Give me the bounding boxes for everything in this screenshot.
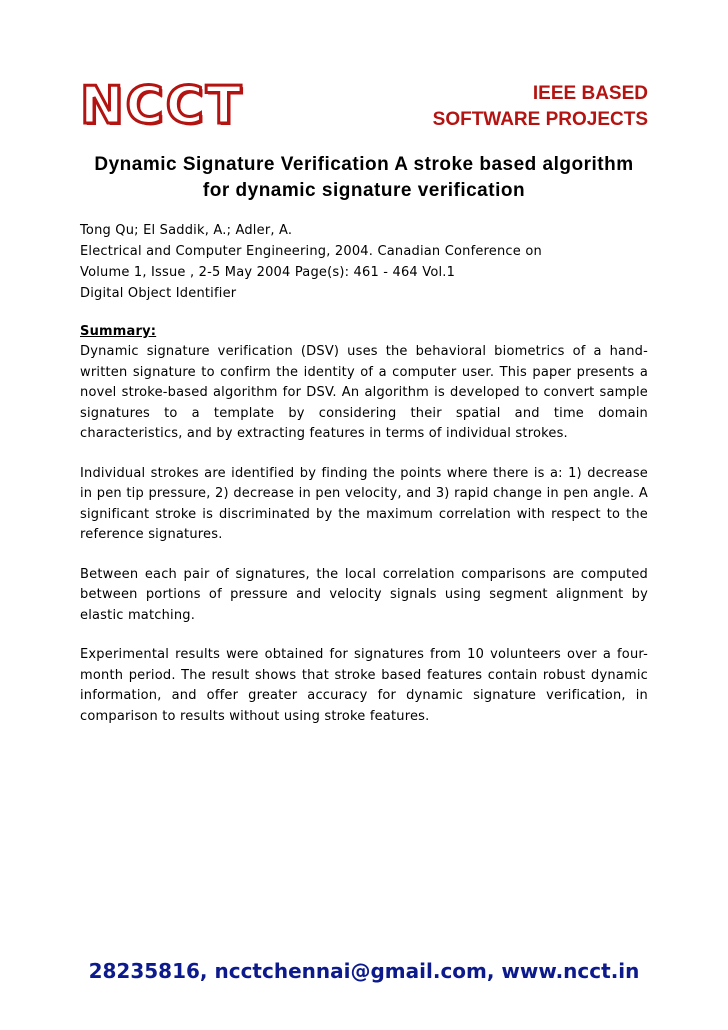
paper-title: Dynamic Signature Verification A stroke based algorithm for dynamic signature verification (94, 154, 634, 201)
paper-doi-label: Digital Object Identifier (80, 286, 237, 301)
header-line-software: SOFTWARE PROJECTS (432, 109, 648, 130)
summary-heading: Summary: (80, 324, 157, 339)
paper-venue: Electrical and Computer Engineering, 2004. Canadian Conference on (80, 244, 542, 259)
paper-body (80, 220, 648, 746)
header-line-ieee: IEEE BASED (532, 83, 648, 104)
paper-authors: Tong Qu; El Saddik, A.; Adler, A. (80, 223, 293, 238)
header-tagline (433, 81, 648, 133)
ncct-logo: NCCT (80, 76, 244, 136)
summary-paragraph-3: Between each pair of signatures, the local correlation comparisons are computed between portions of pressure and velocity signals using segment alignment by elastic matching. (80, 566, 648, 623)
paper-volume-info: Volume 1, Issue , 2-5 May 2004 Page(s): 461 - 464 Vol.1 (80, 265, 456, 280)
summary-paragraph-4: Experimental results were obtained for signatures from 10 volunteers over a four-month period. The result shows that stroke based features contain robust dynamic information, and offer greater accuracy for dynamic signature verification, in comparison to results without using stroke features. (80, 647, 648, 724)
footer-contact: 28235816, ncctchennai@gmail.com, www.ncct.in (88, 959, 640, 983)
summary-paragraph-1: Dynamic signature verification (DSV) uses the behavioral biometrics of a hand-written signature to confirm the identity of a computer user. This paper presents a novel stroke-based algorithm for DSV. An algorithm is developed to convert sample signatures to a template by considering their spatial and time domain characteristics, and by extracting features in terms of individual strokes. (80, 344, 648, 441)
summary-paragraph-2: Individual strokes are identified by finding the points where there is a: 1) decrease in pen tip pressure, 2) decrease in pen velocity, and 3) rapid change in pen angle. A significant stroke is discriminated by the maximum correlation with respect to the reference signatures. (80, 465, 648, 542)
